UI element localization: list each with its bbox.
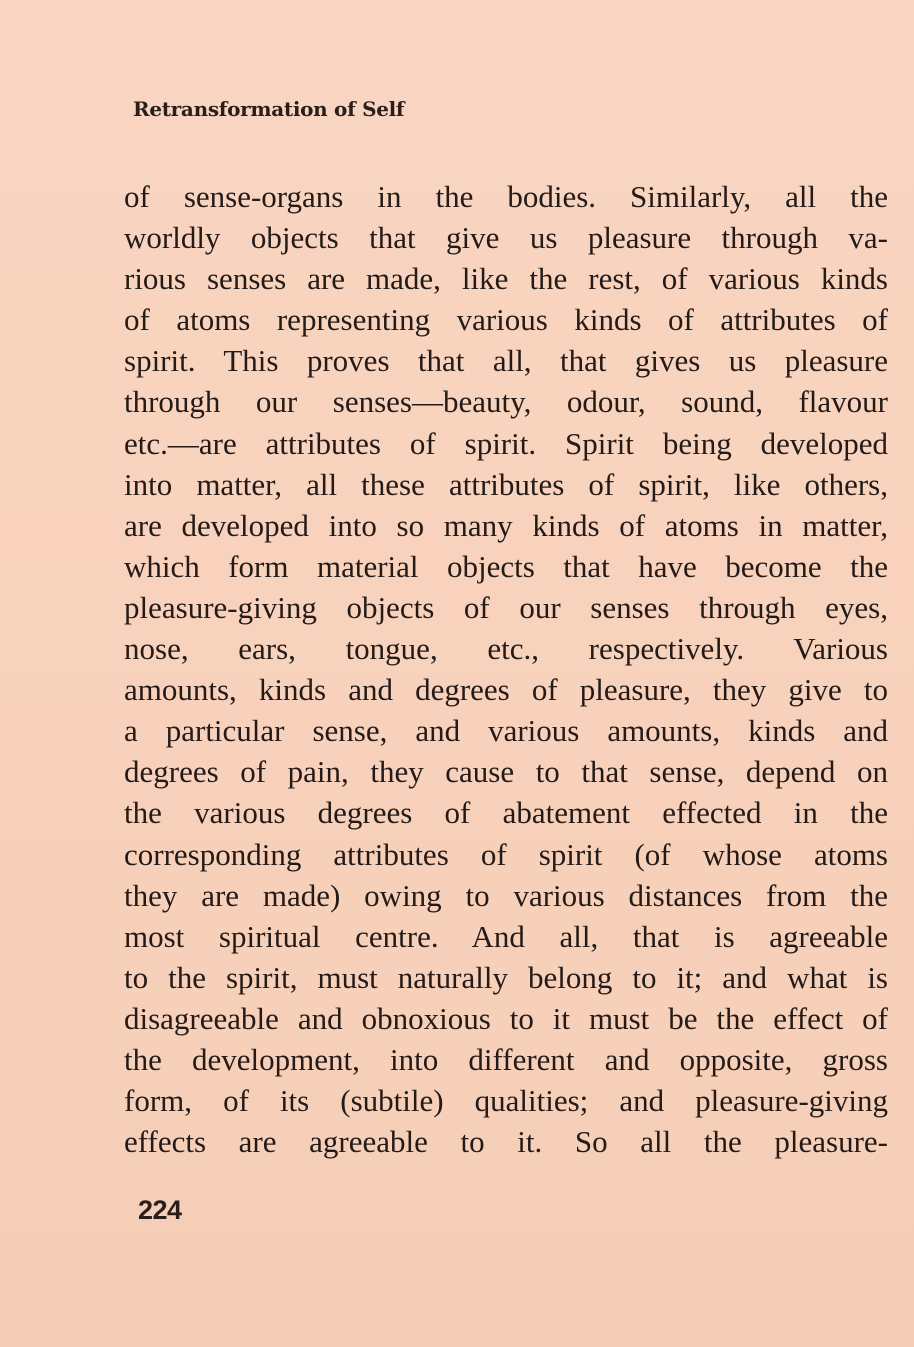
text-line: through our senses—beauty, odour, sound, flavour	[124, 384, 888, 420]
text-line: a particular sense, and various amounts, kinds and	[124, 713, 888, 749]
text-line: nose, ears, tongue, etc., respectively. Various	[124, 631, 888, 667]
body-text	[124, 176, 888, 1162]
text-line: they are made) owing to various distances from the	[124, 877, 888, 913]
text-line: the various degrees of abatement effected in the	[124, 795, 888, 831]
text-line: disagreeable and obnoxious to it must be the effect of	[124, 1000, 888, 1036]
text-line: effects are agreeable to it. So all the pleasure-	[124, 1124, 888, 1160]
page-number: 224	[138, 1195, 182, 1225]
text-line: of sense-organs in the bodies. Similarly, all the	[124, 179, 888, 214]
text-line: most spiritual centre. And all, that is agreeable	[124, 918, 888, 954]
text-line: worldly objects that give us pleasure through va-	[124, 220, 888, 256]
text-line: to the spirit, must naturally belong to it; and what is	[124, 959, 888, 995]
text-line: of atoms representing various kinds of attributes of	[124, 302, 888, 338]
text-line: are developed into so many kinds of atoms in matter,	[124, 507, 888, 543]
text-line: which form material objects that have become the	[124, 548, 888, 584]
text-line: the development, into different and opposite, gross	[124, 1041, 888, 1077]
text-line: degrees of pain, they cause to that sense, depend on	[124, 754, 888, 790]
text-line: amounts, kinds and degrees of pleasure, they give to	[124, 672, 888, 708]
text-line: corresponding attributes of spirit (of whose atoms	[124, 836, 888, 872]
text-line: form, of its (subtile) qualities; and pleasure-giving	[124, 1083, 888, 1119]
running-head: Retransformation of Self	[133, 97, 405, 121]
text-line: etc.—are attributes of spirit. Spirit being developed	[124, 425, 888, 461]
text-line: rious senses are made, like the rest, of various kinds	[124, 261, 888, 297]
text-line: spirit. This proves that all, that gives us pleasure	[124, 343, 888, 379]
text-line: pleasure-giving objects of our senses through eyes,	[124, 589, 888, 625]
text-line: into matter, all these attributes of spirit, like others,	[124, 466, 888, 502]
